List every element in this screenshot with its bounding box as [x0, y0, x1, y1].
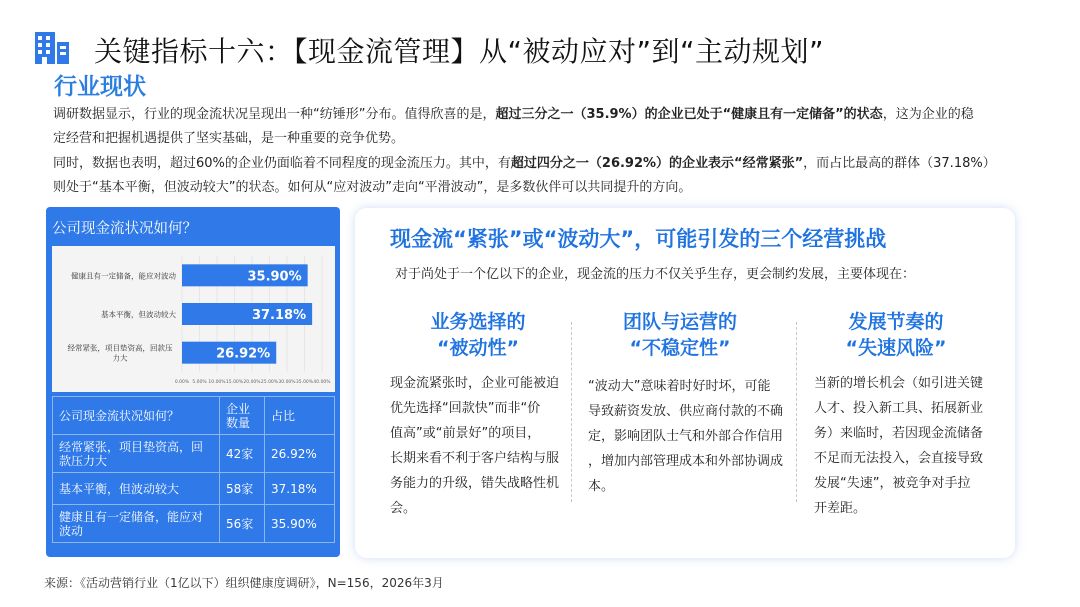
- intro-paragraph-1: 调研数据显示，行业的现金流状况呈现出一种“纺锤形”分布。值得欣喜的是，超过三分之一（35.9%）的企业已处于“健康且有一定储备”的状态，这为企业的稳 定经营和把握机遇提供了坚实基础，是一种重要的竞争优势。: [53, 107, 974, 146]
- table-cell: 42家: [220, 435, 265, 473]
- category-label: 基本平衡，但波动较大: [101, 310, 176, 319]
- table-cell: 26.92%: [265, 435, 335, 473]
- intro-paragraph-2: 同时，数据也表明，超过60%的企业仍面临着不同程度的现金流压力。其中，有超过四分之一（26.92%）的企业表示“经常紧张”，而占比最高的群体（37.18%） 则处于“基本平衡，但波动较大”的状态。如何从“应对波动”走向“平滑波动”，是多数伙伴可以共同提升的方向。: [53, 156, 996, 195]
- x-tick-label: 5.00%: [192, 380, 207, 385]
- card-heading: 现金流“紧张”或“波动大”，可能引发的三个经营挑战: [390, 227, 887, 251]
- bar-value-label: 35.90%: [247, 269, 302, 285]
- x-tick-label: 0.00%: [174, 380, 190, 385]
- challenge-3-text: 当新的增长机会（如引进关键 人才、投入新工具、拓展新业 务）来临时，若因现金流储备 不足而无法投入，会直接导致 发展“失速”，被竞争对手拉 开差距。: [814, 376, 984, 516]
- x-tick-label: 25.00%: [260, 380, 279, 385]
- challenge-2-heading-line2: “不稳定性”: [629, 337, 731, 359]
- x-tick-label: 20.00%: [243, 380, 261, 385]
- table-cell: 37.18%: [265, 473, 335, 505]
- table-row: [53, 505, 335, 543]
- building-icon: [34, 30, 70, 64]
- x-tick-label: 30.00%: [278, 380, 296, 385]
- table-row: [53, 473, 335, 505]
- challenge-2-text: “波动大”意味着时好时坏，可能 导致薪资发放、供应商付款的不确 定，影响团队士气和外部合作信用 ，增加内部管理成本和外部协调成 本。: [588, 379, 784, 494]
- table-cell: 经常紧张，项目垫资高，回款压力大: [53, 435, 220, 473]
- challenge-3-heading: [796, 309, 996, 361]
- challenge-1-heading-line2: “被动性”: [437, 337, 519, 359]
- category-label: 健康且有一定储备，能应对波动: [71, 271, 176, 281]
- table-header-cell: 企业数量: [220, 397, 265, 435]
- challenge-2-heading-line1: 团队与运营的: [622, 311, 737, 333]
- column-divider: [571, 322, 572, 502]
- section-subtitle: 行业现状: [54, 74, 146, 100]
- table-header-cell: 公司现金流状况如何？: [53, 397, 220, 435]
- x-tick-label: 15.00%: [225, 380, 244, 385]
- table-cell: 56家: [220, 505, 265, 543]
- x-tick-label: 10.00%: [208, 380, 226, 385]
- table-cell: 58家: [220, 473, 265, 505]
- page-title: 关键指标十六：【现金流管理】从“被动应对”到“主动规划”: [94, 35, 825, 68]
- table-row: [53, 435, 335, 473]
- challenge-1-heading: [378, 309, 578, 361]
- card-intro: 对于尚处于一个亿以下的企业，现金流的压力不仅关乎生存，更会制约发展，主要体现在：: [395, 267, 916, 282]
- challenge-2-heading: [580, 309, 780, 361]
- challenge-3-heading-line1: 发展节奏的: [848, 311, 944, 333]
- table-cell: 健康且有一定储备，能应对波动: [53, 505, 220, 543]
- bar-value-label: 26.92%: [216, 346, 271, 362]
- category-label: 经常紧张，项目垫资高，回款压: [67, 343, 173, 353]
- category-label: 力大: [112, 353, 128, 363]
- x-tick-label: 40.00%: [313, 380, 331, 385]
- table-header-cell: 占比: [265, 397, 335, 435]
- challenge-3-heading-line2: “失速风险”: [845, 337, 947, 359]
- bar-value-label: 37.18%: [251, 308, 307, 323]
- table-cell: 35.90%: [265, 505, 335, 543]
- table-header-row: [53, 397, 335, 435]
- panel-title: 公司现金流状况如何？: [52, 221, 197, 237]
- challenge-1-text: 现金流紧张时，企业可能被迫 优先选择“回款快”而非“价 值高”或“前景好”的项目， 长期来看不利于客户结构与服 务能力的升级，错失战略性机 会。: [390, 376, 560, 516]
- source-note: 来源：《活动营销行业（1亿以下）组织健康度调研》，N=156，2026年3月: [44, 576, 444, 590]
- survey-table: [52, 396, 335, 543]
- x-tick-label: 35.00%: [295, 380, 314, 385]
- cashflow-bar-chart: [52, 246, 335, 392]
- table-cell: 基本平衡，但波动较大: [53, 473, 220, 505]
- challenge-1-heading-line1: 业务选择的: [430, 311, 526, 333]
